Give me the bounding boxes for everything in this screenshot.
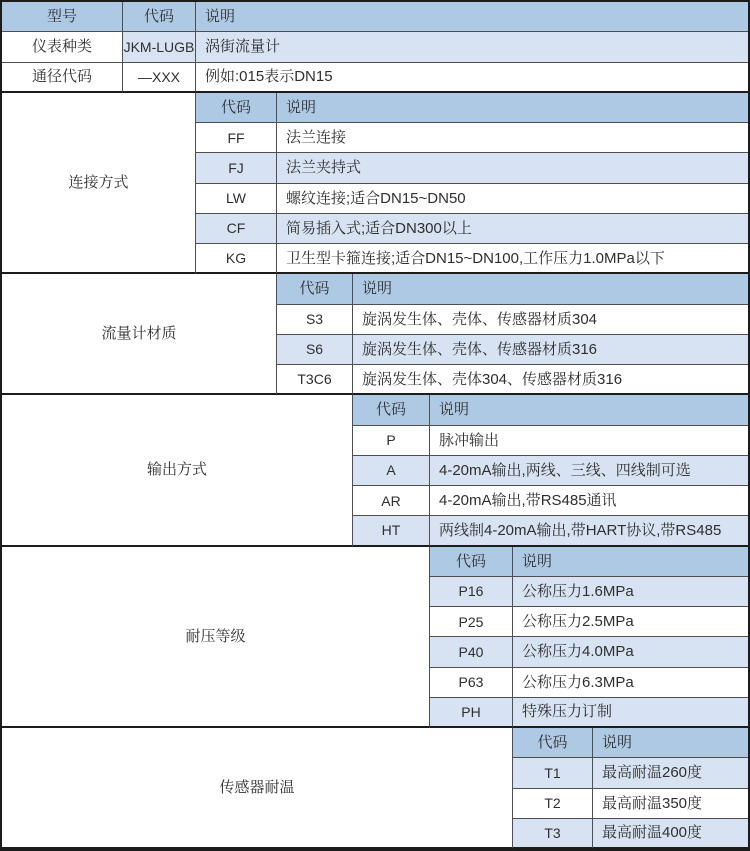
desc-cell: 法兰夹持式: [277, 153, 748, 183]
code-header-cell: 代码: [196, 93, 277, 123]
desc-cell: 公称压力4.0MPa: [513, 637, 748, 667]
section-label: 输出方式: [2, 395, 353, 546]
code-cell: HT: [353, 516, 430, 546]
code-cell: AR: [353, 486, 430, 516]
desc-cell: 法兰连接: [277, 123, 748, 153]
desc-cell: 旋涡发生体、壳体、传感器材质304: [353, 305, 748, 335]
section-label: 流量计材质: [2, 274, 277, 395]
code-header-cell: 代码: [353, 395, 430, 425]
row-desc: 涡街流量计: [196, 32, 748, 62]
code-cell: P25: [430, 607, 513, 637]
desc-header-cell: 说明: [593, 728, 748, 758]
desc-cell: 公称压力1.6MPa: [513, 577, 748, 607]
row-label: 仪表种类: [2, 32, 123, 62]
code-cell: S3: [277, 305, 353, 335]
desc-cell: 最高耐温350度: [593, 789, 748, 819]
section-label: 传感器耐温: [2, 728, 513, 849]
code-cell: LW: [196, 184, 277, 214]
code-cell: KG: [196, 244, 277, 274]
code-cell: P: [353, 426, 430, 456]
desc-cell: 两线制4-20mA输出,带HART协议,带RS485: [430, 516, 748, 546]
desc-cell: 螺纹连接;适合DN15~DN50: [277, 184, 748, 214]
code-cell: T2: [513, 789, 593, 819]
code-cell: T3: [513, 819, 593, 849]
row-label: 通径代码: [2, 63, 123, 93]
section-label: 连接方式: [2, 93, 196, 275]
code-cell: P16: [430, 577, 513, 607]
code-cell: P40: [430, 637, 513, 667]
section-label: 耐压等级: [2, 547, 430, 729]
desc-header-cell: 说明: [513, 547, 748, 577]
desc-cell: 公称压力2.5MPa: [513, 607, 748, 637]
row-code: —XXX: [123, 63, 196, 93]
code-cell: T3C6: [277, 365, 353, 395]
code-cell: T1: [513, 758, 593, 788]
desc-cell: 4-20mA输出,带RS485通讯: [430, 486, 748, 516]
desc-header-cell: 说明: [430, 395, 748, 425]
code-cell: P63: [430, 668, 513, 698]
code-header-cell: 代码: [513, 728, 593, 758]
desc-cell: 最高耐温260度: [593, 758, 748, 788]
code-cell: CF: [196, 214, 277, 244]
col-header-desc: 说明: [196, 2, 748, 32]
code-cell: FF: [196, 123, 277, 153]
code-cell: PH: [430, 698, 513, 728]
desc-cell: 旋涡发生体、壳体、传感器材质316: [353, 335, 748, 365]
desc-header-cell: 说明: [277, 93, 748, 123]
desc-cell: 脉冲输出: [430, 426, 748, 456]
col-header-model: 型号: [2, 2, 123, 32]
col-header-code: 代码: [123, 2, 196, 32]
code-header-cell: 代码: [277, 274, 353, 304]
desc-cell: 旋涡发生体、壳体304、传感器材质316: [353, 365, 748, 395]
code-header-cell: 代码: [430, 547, 513, 577]
desc-cell: 公称压力6.3MPa: [513, 668, 748, 698]
row-desc: 例如:015表示DN15: [196, 63, 748, 93]
code-cell: FJ: [196, 153, 277, 183]
desc-cell: 简易插入式;适合DN300以上: [277, 214, 748, 244]
desc-cell: 4-20mA输出,两线、三线、四线制可选: [430, 456, 748, 486]
row-code: JKM-LUGB: [123, 32, 196, 62]
code-cell: A: [353, 456, 430, 486]
desc-cell: 特殊压力订制: [513, 698, 748, 728]
code-cell: S6: [277, 335, 353, 365]
desc-cell: 最高耐温400度: [593, 819, 748, 849]
desc-cell: 卫生型卡箍连接;适合DN15~DN100,工作压力1.0MPa以下: [277, 244, 748, 274]
desc-header-cell: 说明: [353, 274, 748, 304]
